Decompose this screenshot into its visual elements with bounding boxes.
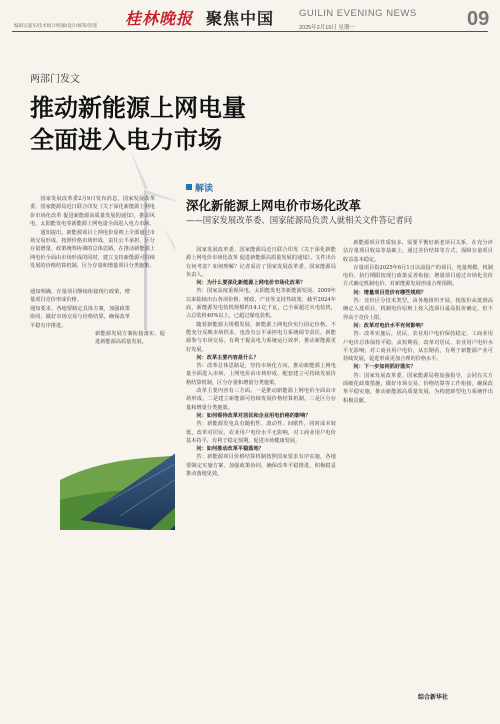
answer-paragraph: 答：国家高度重视风电、太阳能发电等新能源发展。2009年以来陆续出台各项价格、财政、产业等支持性政策，截至2024年底，新能源发电装机规模约14.1亿千瓦，已全面超过火电装机，占总装机40%以上，已超过煤电装机。	[186, 288, 336, 320]
answer-paragraph: 存量项目指2025年6月1日以前投产的项目，电量规模、机制电价、执行期限按现行政策妥善衔接；增量项目通过市场化竞价方式确定机制电价，对新能源发展形成合理预期。	[343, 264, 493, 288]
body-paragraph-2: 通知提出，新能源项目上网电价原则上全部通过市场交易形成。按照价格市场形成、责任公平承担、区分存量增量、政策统筹协调的总体思路，在推动新能源上网电价全面由市场形成的同时，建立支持新能源可持续发展的价格结算机制，区分存量和增量项目分类施策。	[30, 229, 155, 270]
article-headline	[30, 92, 246, 156]
answer-paragraph: 答：新能源项目价格结算机制按照国家要求有序实施，各地要制定实施方案，加强政策协同，确保改革平稳推进，积极稳妥推动落地见效。	[186, 454, 336, 478]
lead-paragraph: 国家发展改革委2月9日发布消息，国家发展改革委、国家能源局近日联合印发《关于深化新能源上网电价市场化改革 促进新能源高质量发展的通知》，推动风电、太阳能发电等新能源上网电量全面进入电力市场。	[30, 196, 155, 228]
editor-credits: 编辑吴淑军/技术统计/校稿/设计/统筹/管理	[14, 23, 97, 28]
question-line: 问：如何看待改革对居民和企业用电价格的影响？	[196, 412, 311, 419]
source-credit: 综合新华社	[418, 694, 449, 701]
question-line: 问：改革对电价水平有何影响？	[353, 322, 427, 329]
masthead	[0, 0, 500, 40]
article-kicker: 两部门发文	[30, 74, 80, 85]
answer-paragraph: 答：改革总体思路是，坚持市场化方向，推动新能源上网电量全面进入市场、上网电价由市场形成，配套建立可持续发展价格结算机制，区分存量和增量分类施策。	[186, 363, 336, 386]
answer-paragraph: 国家发展改革委、国家能源局近日联合印发《关于深化新能源上网电价市场化改革 促进新能源高质量发展的通知》。文件出台有何考虑？如何理解？记者采访了国家发展改革委、国家能源局负责人。	[186, 247, 336, 278]
section-title: 聚焦中国	[206, 9, 275, 28]
answer-paragraph: 新能源项目性质较多，需要平衡好新老项目关系，在充分评估存量项目收益等基础上，通过差价结算等方式，保障存量项目收益基本稳定。	[343, 240, 493, 263]
headline-line-2: 全面进入电力市场	[30, 126, 222, 154]
interpretation-column-a	[186, 246, 336, 478]
answer-paragraph: 答：竞价区分技术类型，由各地组织开展，按报价从低到高确定入选项目，机制电价原则上按入选项目最高报价确定，但不得高于竞价上限。	[343, 298, 493, 321]
question-line: 问：下一步如何抓好落实？	[353, 364, 416, 371]
interpretation-column-b	[343, 239, 493, 405]
page-number: 09	[467, 8, 490, 30]
issue-date: 2025年2月10日 星期一	[299, 25, 355, 31]
body-paragraph-3: 通知明确，存量项目继续衔接现行政策，增量项目竞价形成价格。	[30, 289, 130, 304]
newspaper-logo: 桂林晚报	[125, 9, 194, 28]
tag-square-icon	[186, 184, 192, 190]
english-name: GUILIN EVENING NEWS	[299, 8, 417, 19]
tag-label: 解读	[195, 184, 214, 194]
header-rule	[12, 31, 488, 32]
question-line: 问：改革主要内容是什么？	[196, 354, 259, 361]
question-line: 问：为什么要深化新能源上网电价市场化改革？	[196, 280, 306, 287]
interpretation-title: 深化新能源上网电价市场化改革	[186, 198, 362, 213]
article-tail	[30, 288, 130, 330]
answer-paragraph: 答：新能源发电具有随机性、波动性、间歇性，同时成本较低，改革对居民、农业用户电价水平无影响，对工商业用户电价基本持平，有利于稳定预期，促进市场健康发展。	[186, 421, 336, 444]
answer-paragraph: 改革主要内容有三方面。一是推动新能源上网电价全面由市场形成。二是建立新能源可持续发展价格结算机制。三是区分存量和增量分类施策。	[186, 388, 336, 411]
answer-paragraph: 答：国家发展改革委、国家能源局将加强指导，会同有关方面细化政策措施，做好市场交易、价格结算等工作衔接，确保改革平稳实施，推动新能源高质量发展，为构建新型电力系统作出积极贡献。	[343, 372, 493, 404]
interpretation-tag	[186, 181, 213, 194]
body-paragraph-5: 新能源发展方案衔接落实，促进新能源高质量发展。	[95, 331, 165, 346]
interpretation-deck: ——国家发展改革委、国家能源局负责人就相关文件答记者问	[186, 215, 413, 225]
answer-paragraph: 随着新能源大规模发展，新能源上网电价实行固定价格，不能充分反映市场供求，也没有公平承担电力系统调节责任。新能源参与市场交易，有利于提高电力系统运行效率，推动新能源更好发展。	[186, 321, 336, 353]
article-end	[95, 330, 165, 347]
body-paragraph-4: 通知要求，各地要制定具体方案，加强政策协同，做好市场交易与价格结算，确保改革平稳有序推进。	[30, 305, 130, 329]
question-line: 问：如何推动改革平稳落地？	[196, 446, 264, 453]
headline-line-1: 推动新能源上网电量	[30, 94, 246, 122]
answer-paragraph: 答：改革实施后，居民、农业用户电价保持稳定，工商业用户电价总体保持平稳。从短期看，改革对居民、农业用户电价水平无影响；对工商业用户电价，从长期看，有利于新能源产业可持续发展，促进形成更加合理的价格水平。	[343, 331, 493, 363]
article-lead	[30, 195, 155, 271]
question-line: 问：增量项目竞价有哪些规则？	[353, 289, 427, 296]
